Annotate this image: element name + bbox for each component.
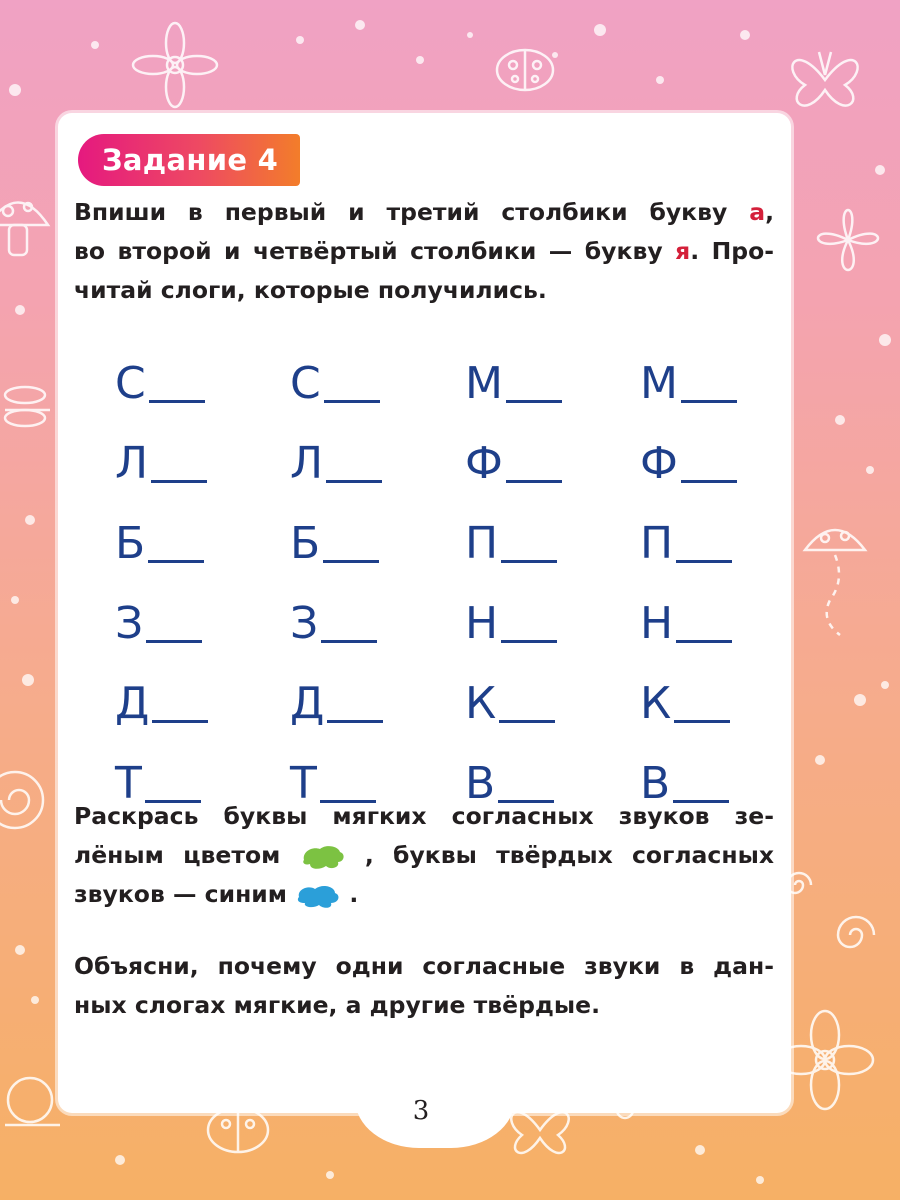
task-title: Задание 4: [78, 134, 300, 186]
explain-line-1: Объясни, почему одни согласные звуки в дан-: [74, 952, 774, 980]
coloring-line-3b: .: [349, 880, 359, 908]
blank-line[interactable]: [321, 640, 377, 643]
coloring-line-3a: звуков — синим: [74, 880, 287, 908]
coloring-line-2a: лёным цветом: [74, 841, 281, 869]
consonant-letter: С: [115, 358, 146, 409]
explain-instruction: [74, 947, 774, 1025]
coloring-instruction: [74, 797, 774, 914]
blue-paint-icon: [295, 881, 341, 911]
flower-icon: [777, 1011, 873, 1109]
consonant-letter: Б: [115, 518, 146, 569]
syllable-cell[interactable]: [290, 654, 465, 729]
consonant-letter: К: [465, 678, 497, 729]
syllable-cell[interactable]: [465, 494, 640, 569]
blank-line[interactable]: [152, 720, 208, 723]
highlight-letter-ya: я: [675, 237, 691, 265]
snail-icon: [5, 1078, 60, 1125]
blank-line[interactable]: [676, 640, 732, 643]
instruction-punct-1: ,: [765, 198, 774, 226]
dragonfly-icon: [5, 387, 50, 426]
instruction-line-2: во второй и четвёртый столбики — букву: [74, 237, 676, 265]
flower-icon: [818, 210, 878, 270]
consonant-letter: Д: [290, 678, 325, 729]
blank-line[interactable]: [674, 720, 730, 723]
syllable-cell[interactable]: [290, 494, 465, 569]
consonant-letter: М: [640, 358, 678, 409]
instruction-text: [74, 193, 774, 310]
consonant-letter: З: [115, 598, 144, 649]
blank-line[interactable]: [681, 400, 737, 403]
syllable-cell[interactable]: [465, 734, 640, 809]
coloring-line-2b: , буквы твёрдых согласных: [364, 841, 774, 869]
blank-line[interactable]: [326, 480, 382, 483]
syllable-cell[interactable]: [465, 574, 640, 649]
ladybug-icon: [497, 50, 553, 90]
page-number: 3: [412, 1096, 430, 1126]
syllable-cell[interactable]: [640, 574, 755, 649]
ladybug-icon: [208, 1108, 268, 1152]
blank-line[interactable]: [324, 400, 380, 403]
syllable-cell[interactable]: [115, 734, 290, 809]
consonant-letter: Ф: [465, 438, 503, 489]
blank-line[interactable]: [151, 480, 207, 483]
flower-icon: [133, 23, 217, 107]
syllable-cell[interactable]: [640, 414, 755, 489]
blank-line[interactable]: [327, 720, 383, 723]
snail-icon: [0, 772, 43, 828]
blank-line[interactable]: [681, 480, 737, 483]
consonant-letter: С: [290, 358, 321, 409]
blank-line[interactable]: [676, 560, 732, 563]
consonant-letter: В: [640, 758, 671, 809]
consonant-letter: К: [640, 678, 672, 729]
consonant-letter: П: [465, 518, 499, 569]
consonant-letter: Т: [115, 758, 142, 809]
consonant-letter: Л: [115, 438, 149, 489]
consonant-letter: Т: [290, 758, 317, 809]
blank-line[interactable]: [323, 560, 379, 563]
syllable-cell[interactable]: [640, 494, 755, 569]
butterfly-icon: [792, 52, 857, 106]
syllable-cell[interactable]: [290, 574, 465, 649]
consonant-letter: П: [640, 518, 674, 569]
instruction-line-1: Впиши в первый и третий столбики букву: [74, 198, 750, 226]
syllable-cell[interactable]: [115, 414, 290, 489]
spiral-icon: [838, 917, 874, 947]
syllable-cell[interactable]: [640, 734, 755, 809]
syllable-cell[interactable]: [115, 654, 290, 729]
blank-line[interactable]: [499, 720, 555, 723]
consonant-letter: З: [290, 598, 319, 649]
blank-line[interactable]: [506, 400, 562, 403]
consonant-letter: Б: [290, 518, 321, 569]
syllable-cell[interactable]: [465, 414, 640, 489]
syllable-cell[interactable]: [115, 574, 290, 649]
blank-line[interactable]: [506, 480, 562, 483]
green-paint-icon: [300, 842, 346, 872]
syllable-cell[interactable]: [115, 334, 290, 409]
mushroom-icon: [805, 530, 865, 635]
syllable-cell[interactable]: [640, 334, 755, 409]
butterfly-icon: [511, 1112, 568, 1153]
blank-line[interactable]: [501, 640, 557, 643]
consonant-letter: В: [465, 758, 496, 809]
consonant-letter: Ф: [640, 438, 678, 489]
syllable-cell[interactable]: [290, 734, 465, 809]
instruction-line-3: читай слоги, которые получились.: [74, 276, 547, 304]
syllable-grid: [115, 334, 755, 814]
highlight-letter-a: а: [749, 198, 766, 226]
instruction-punct-2: . Про-: [690, 237, 775, 265]
syllable-cell[interactable]: [640, 654, 755, 729]
syllable-cell[interactable]: [115, 494, 290, 569]
explain-line-2: ных слогах мягкие, а другие твёрдые.: [74, 991, 600, 1019]
blank-line[interactable]: [149, 400, 205, 403]
syllable-cell[interactable]: [290, 414, 465, 489]
syllable-cell[interactable]: [465, 654, 640, 729]
mushroom-icon: [0, 203, 48, 256]
consonant-letter: Д: [115, 678, 150, 729]
blank-line[interactable]: [148, 560, 204, 563]
consonant-letter: Л: [290, 438, 324, 489]
blank-line[interactable]: [146, 640, 202, 643]
coloring-line-1: Раскрась буквы мягких согласных звуков зе-: [74, 802, 774, 830]
consonant-letter: М: [465, 358, 503, 409]
blank-line[interactable]: [501, 560, 557, 563]
consonant-letter: Н: [640, 598, 674, 649]
syllable-cell[interactable]: [465, 334, 640, 409]
syllable-cell[interactable]: [290, 334, 465, 409]
consonant-letter: Н: [465, 598, 499, 649]
